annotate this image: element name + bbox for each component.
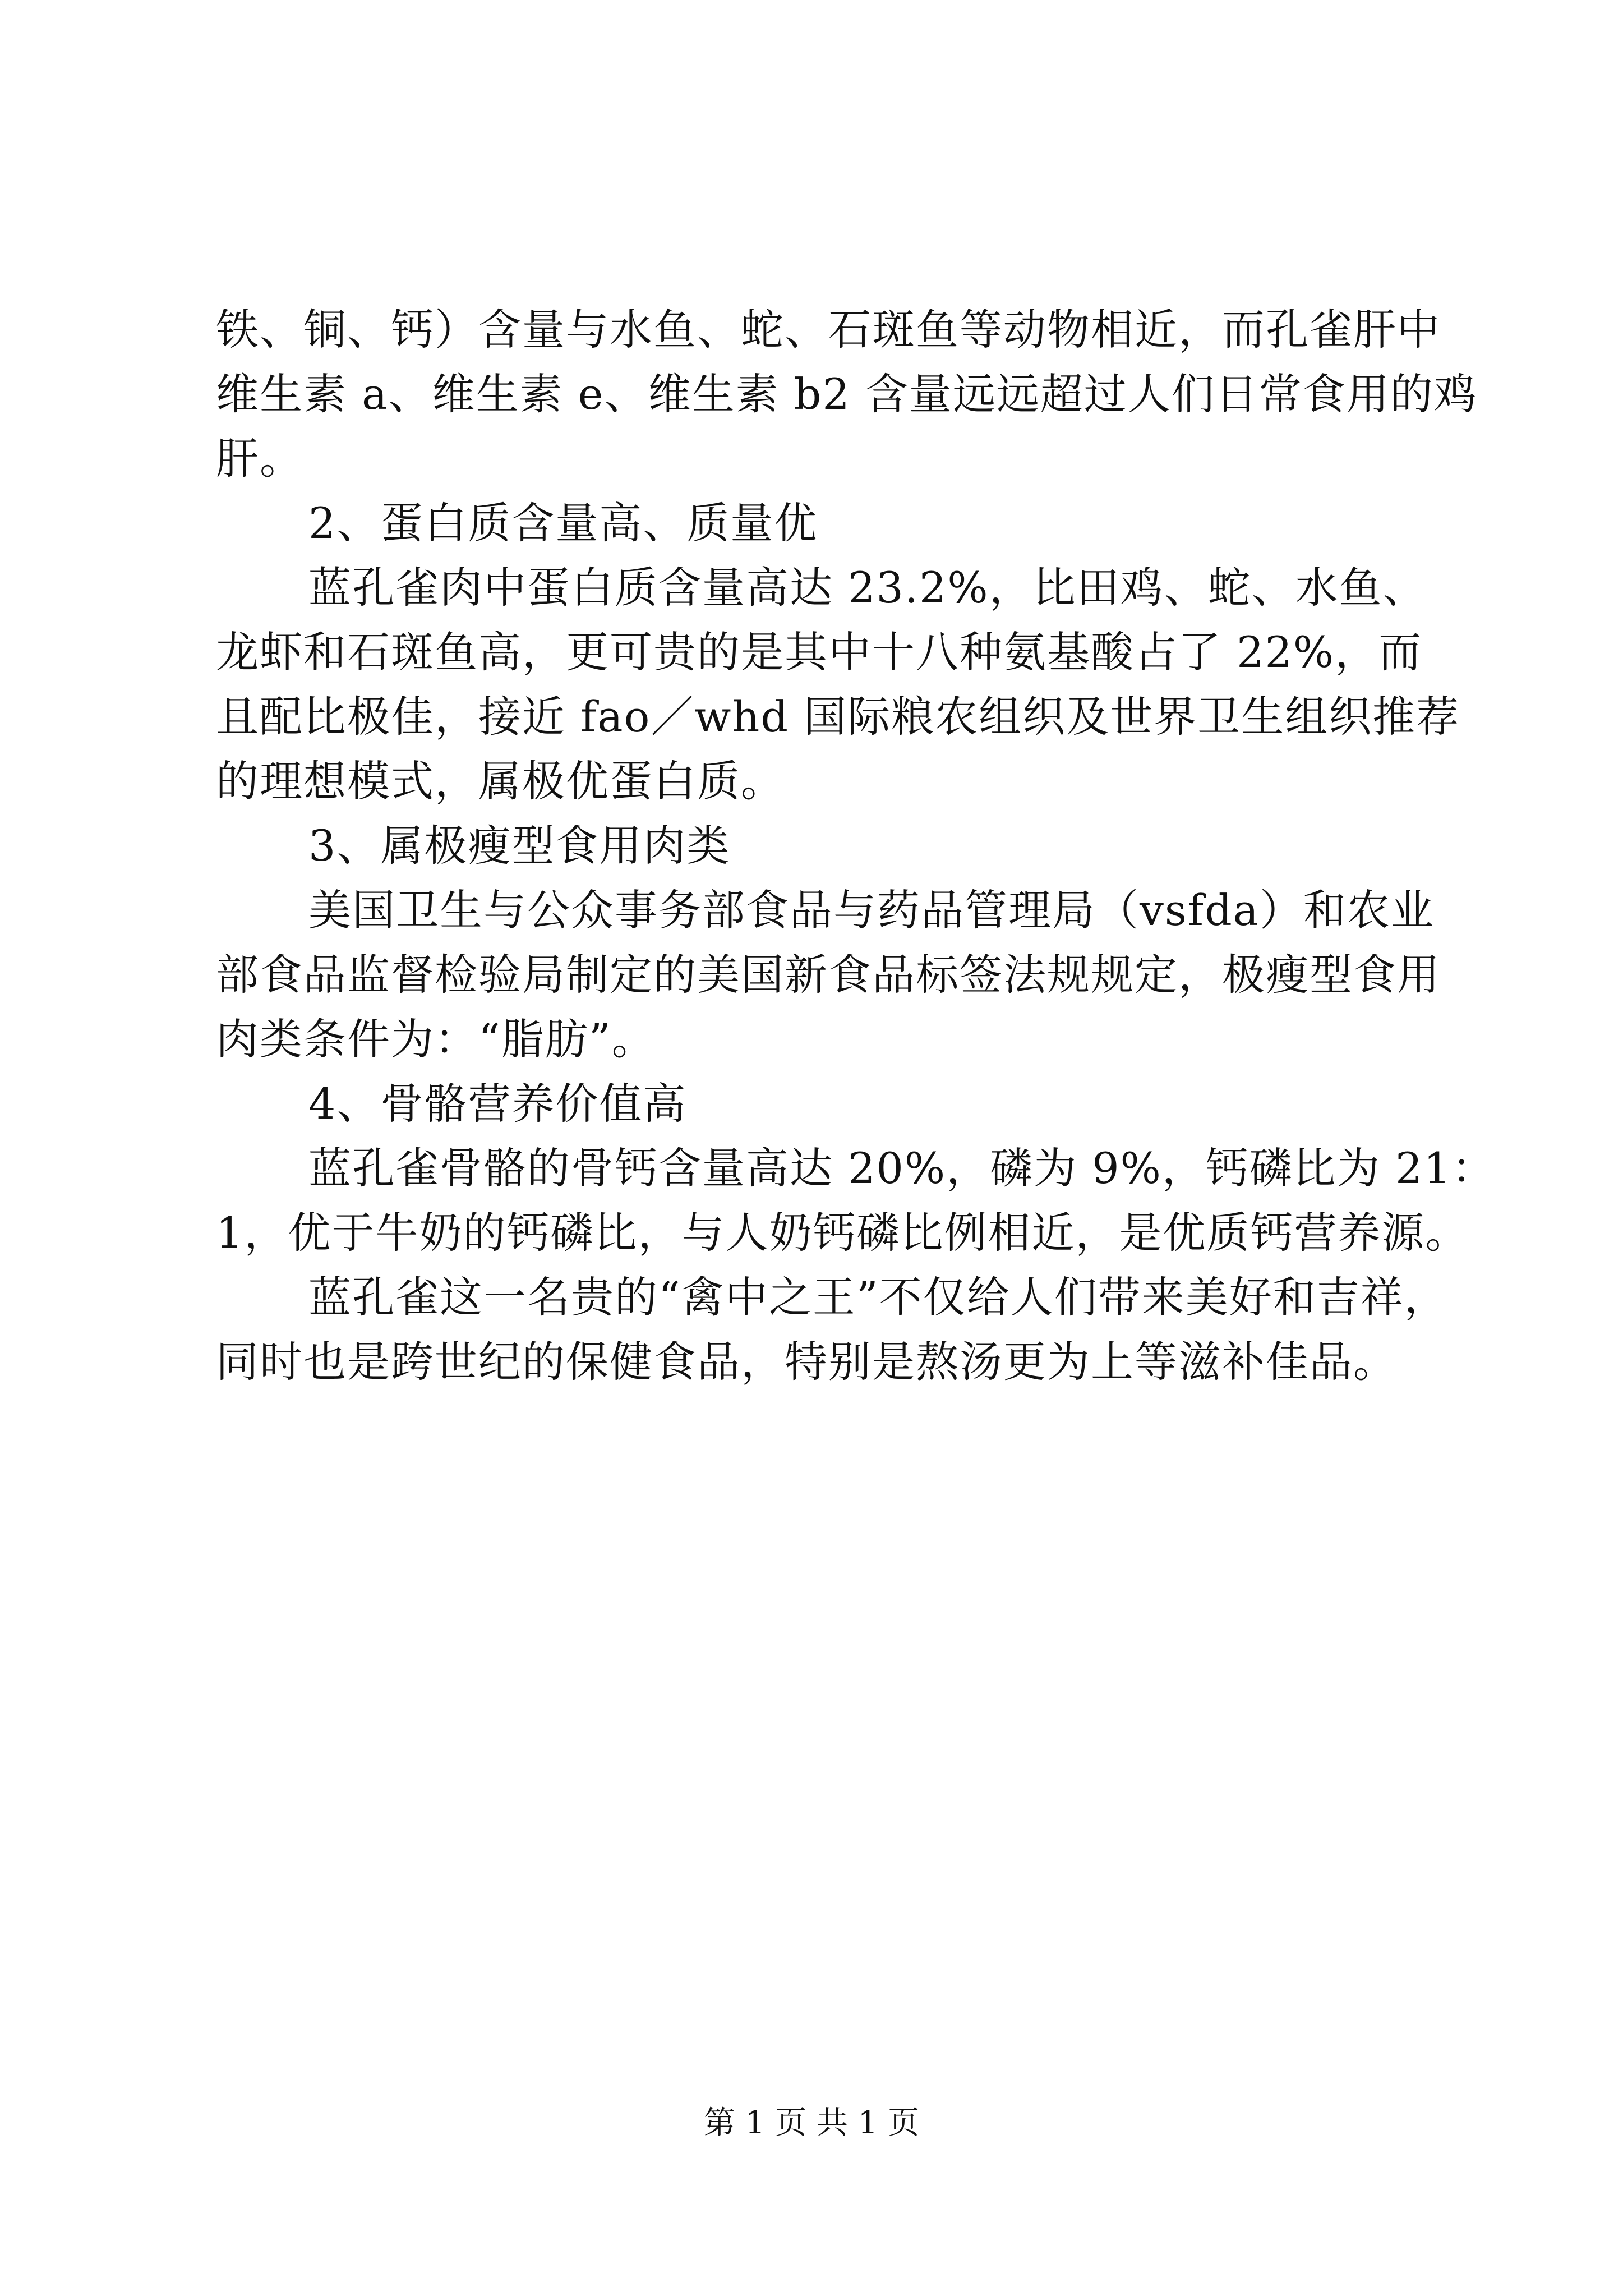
text-line: 肝。 [216, 434, 303, 484]
text-line: 且配比极佳，接近 fao／whd 国际粮农组织及世界卫生组织推荐 [216, 692, 1460, 742]
text-line: 3、属极瘦型食用肉类 [308, 821, 731, 871]
text-line: 部食品监督检验局制定的美国新食品标签法规规定，极瘦型食用 [216, 950, 1441, 1000]
text-line: 4、骨骼营养价值高 [308, 1079, 687, 1129]
document-body [216, 297, 1496, 1394]
text-line: 的理想模式，属极优蛋白质。 [216, 756, 785, 806]
text-line: 肉类条件为：“脂肪”。 [216, 1014, 656, 1064]
page-footer: 第 1 页 共 1 页 [703, 2105, 920, 2141]
text-line: 铁、铜、钙）含量与水鱼、蛇、石斑鱼等动物相近，而孔雀肝中 [216, 305, 1441, 355]
text-line: 1，优于牛奶的钙磷比，与人奶钙磷比例相近，是优质钙营养源。 [216, 1208, 1469, 1258]
text-line: 维生素 a、维生素 e、维生素 b2 含量远远超过人们日常食用的鸡 [216, 369, 1478, 419]
text-line: 蓝孔雀这一名贵的“禽中之王”不仅给人们带来美好和吉祥， [308, 1272, 1448, 1322]
text-line: 2、蛋白质含量高、质量优 [308, 498, 818, 548]
text-line: 蓝孔雀骨骼的骨钙含量高达 20%，磷为 9%，钙磷比为 21： [308, 1143, 1496, 1193]
text-line: 龙虾和石斑鱼高，更可贵的是其中十八种氨基酸占了 22%，而 [216, 627, 1423, 677]
text-line: 同时也是跨世纪的保健食品，特别是熬汤更为上等滋补佳品。 [216, 1337, 1397, 1387]
text-line: 蓝孔雀肉中蛋白质含量高达 23.2%，比田鸡、蛇、水鱼、 [308, 563, 1427, 613]
text-line: 美国卫生与公众事务部食品与药品管理局（vsfda）和农业 [308, 885, 1435, 935]
